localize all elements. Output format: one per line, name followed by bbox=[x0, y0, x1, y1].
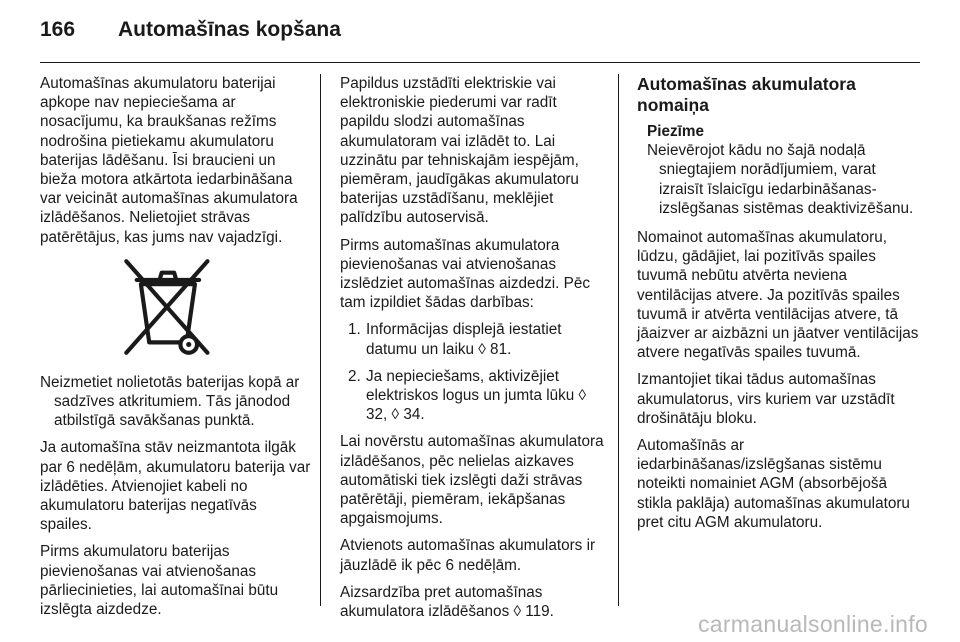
connect-disconnect-paragraph: Pirms automašīnas akumulatora pievienošanas vai atvienošanas izslēdziet automašīnas aizdedzi. Pēc tam izpildiet šādas darbības: bbox=[340, 236, 590, 312]
fuse-block-paragraph: Izmantojiet tikai tādus automašīnas akumulatorus, virs kuriem var uzstādīt drošinātāju bloku. bbox=[637, 371, 895, 427]
note-first-line: Neievērojot kādu no šajā nodaļā bbox=[647, 142, 866, 160]
steps-list bbox=[340, 320, 608, 424]
column-2 bbox=[340, 74, 608, 629]
battery-maintenance-paragraph: Automašīnas akumulatoru baterijai apkope nav nepieciešama ar nosacījumu, ka braukšanas režīms nodrošina pietiekamu akumulatoru baterijas lādēšanu. Īsi braucieni un bieža motora atkārtota iedarbināšana var veicināt automašīnas akumulatora izlādēšanos. Nelietojiet strāvas patērētājus, kas jums nav vajadzīgi. bbox=[40, 75, 298, 246]
header-rule bbox=[40, 62, 920, 63]
watermark: carmanualsonline.info bbox=[697, 611, 928, 637]
column-1 bbox=[40, 74, 312, 627]
column-divider-1 bbox=[320, 74, 321, 606]
note-title: Piezīme bbox=[647, 123, 704, 140]
step-number: 2. bbox=[348, 367, 361, 385]
page-number: 166 bbox=[40, 18, 76, 41]
recharge-paragraph: Atvienots automašīnas akumulators ir jāuzlādē ik pēc 6 nedēļām. bbox=[340, 537, 596, 574]
step-text: Informācijas displejā iestatiet datumu un laiku ◊ 81. bbox=[366, 321, 562, 358]
long-storage-paragraph: Ja automašīna stāv neizmantota ilgāk par 6 nedēļām, akumulatoru baterija var izlādēties. Atvienojiet kabeli no akumulatoru baterijas negatīvās spailes. bbox=[40, 439, 311, 534]
accessories-paragraph: Papildus uzstādīti elektriskie vai elektroniskie piederumi var radīt papildu slodzi automašīnas akumulatoram vai izlādēt to. Lai uzzinātu par tehniskajām iespējām, piemēram, jaudīgākas akumulatoru baterijas uzstādīšanu, meklējiet palīdzību autoservisā. bbox=[340, 75, 579, 227]
list-item bbox=[340, 367, 608, 425]
note-continuation: sniegtajiem norādījumiem, varat izraisīt īslaicīgu iedarbināšanas-izslēgšanas sistēmas deaktivizēšanu. bbox=[659, 161, 914, 217]
replacement-paragraph: Nomainot automašīnas akumulatoru, lūdzu, gādājiet, lai pozitīvās spailes tuvumā nebūtu atvērta neviena ventilācijas atvere. Ja pozitīvās spailes tuvumā ir atvērta ventilācijas atvere, tā jāaizver ar aizbāzni un jāatver ventilācijas atvere negatīvās spailes tuvumā. bbox=[637, 229, 919, 362]
agm-paragraph: Automašīnās ar iedarbināšanas/izslēgšanas sistēmu noteikti nomainiet AGM (absorbējošā stikla paklāja) automašīnas akumulatoru pret citu AGM akumulatoru. bbox=[637, 437, 910, 531]
discharge-protection-paragraph: Lai novērstu automašīnas akumulatora izlādēšanos, pēc nelielas aizkaves automātiski tiek izslēgti daži strāvas patērētāji, piemēram, iekāpšanas apgaismojums. bbox=[340, 433, 604, 528]
step-number: 1. bbox=[348, 321, 361, 339]
crossed-out-wheelie-bin-icon bbox=[118, 255, 222, 359]
disposal-paragraph: Neizmetiet nolietotās baterijas kopā ar sadzīves atkritumiem. Tās jānodod atbilstīgā savākšanas punktā. bbox=[40, 373, 300, 430]
column-3 bbox=[637, 74, 919, 540]
ignition-off-paragraph: Pirms akumulatoru baterijas pievienošanas vai atvienošanas pārliecinieties, lai automašīnai būtu izslēgta aizdedze. bbox=[40, 543, 279, 619]
list-item bbox=[340, 320, 608, 358]
step-text: Ja nepieciešams, aktivizējiet elektriskos logus un jumta lūku ◊ 32, ◊ 34. bbox=[366, 367, 587, 424]
note-box bbox=[647, 122, 919, 218]
column-divider-2 bbox=[618, 74, 619, 606]
section-heading: Automašīnas akumulatora nomaiņa bbox=[637, 74, 856, 115]
note-text bbox=[647, 141, 919, 218]
page-title: Automašīnas kopšana bbox=[118, 18, 341, 41]
cross-reference-paragraph: Aizsardzība pret automašīnas akumulatora izlādēšanos ◊ 119. bbox=[340, 583, 554, 621]
